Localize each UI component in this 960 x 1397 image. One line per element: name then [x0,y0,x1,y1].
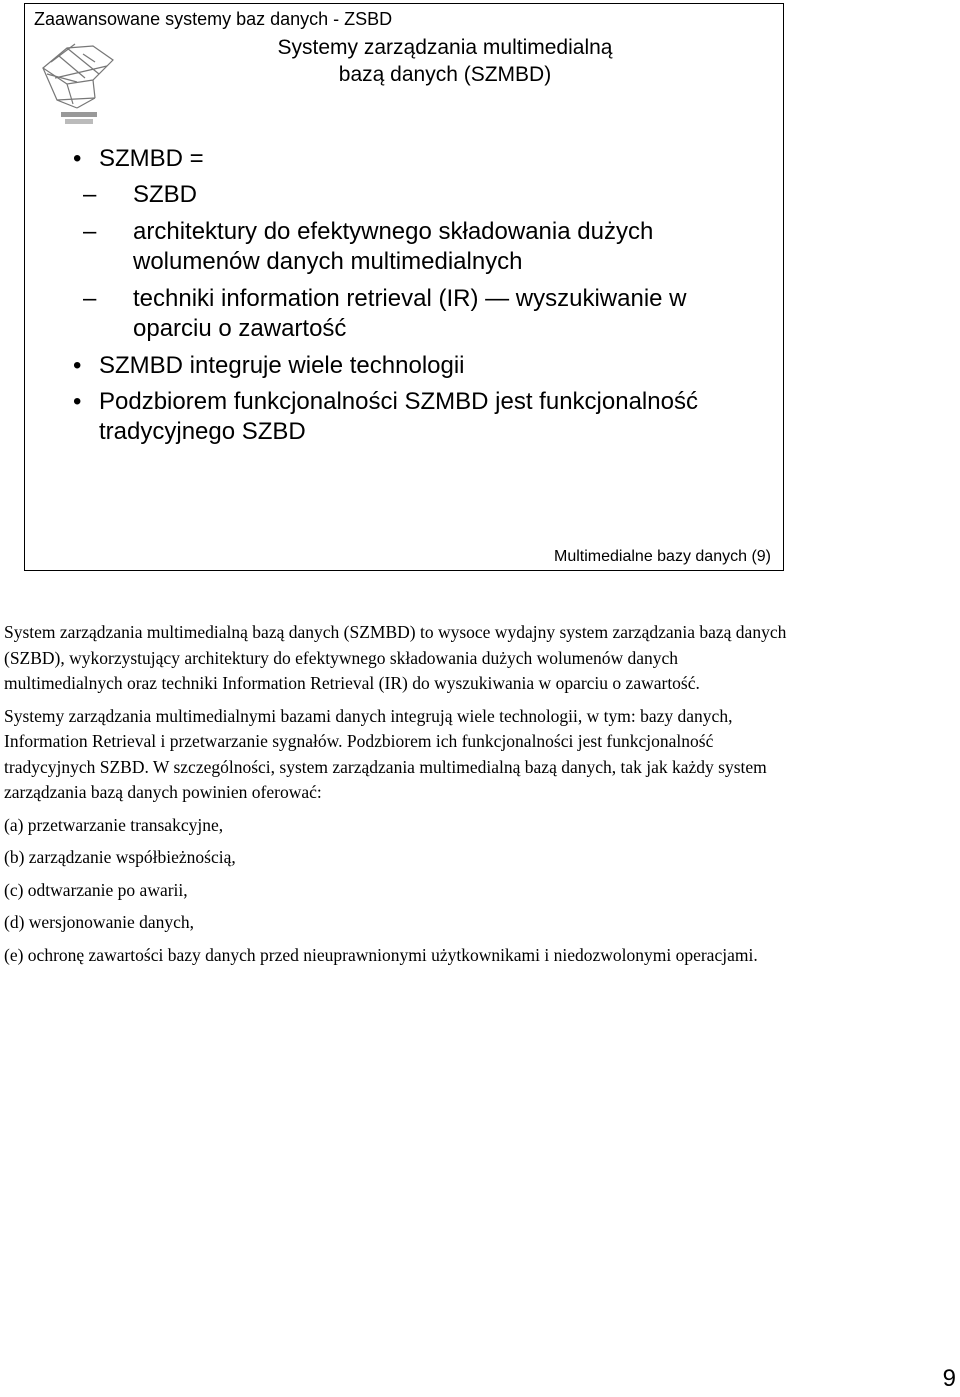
slide-footer: Multimedialne bazy danych (9) [554,548,771,565]
slide-title-line-1: Systemy zarządzania multimedialną [277,36,613,59]
bullet-item [71,351,771,381]
bullet-text: SZMBD integruje wiele technologii [99,352,465,379]
slide-bullet-list [71,144,771,453]
sub-bullet-item [71,217,771,277]
bullet-dot-icon: • [73,145,82,172]
notes-list-item: (a) przetwarzanie transakcyjne, [4,814,224,835]
sub-bullet-text: techniki information retrieval (IR) ― wyszukiwanie w oparciu o zawartość [133,285,687,342]
bullet-dot-icon: • [73,388,82,415]
notes-list-item: (e) ochronę zawartości bazy danych przed nieuprawnionymi użytkownikami i niedozwolonymi operacjami. [4,944,758,965]
bullet-dot-icon: • [73,352,82,379]
notes-paragraph-2: Systemy zarządzania multimedialnymi bazami danych integrują wiele technologii, w tym: bazy danych, Information Retrieval i przetwarzanie sygnałów. Podzbiorem ich funkcjonalności jest funkcjonalność tradycyjnych SZBD. W szczególności, system zarządzania multimedialną bazą danych, tak jak każdy system zarządzania bazą danych powinien oferować: [4,705,767,802]
sub-bullet-item [71,284,771,344]
bullet-item [71,387,771,447]
slide-title-line-2: bazą danych (SZMBD) [338,63,552,86]
slide-header: Zaawansowane systemy baz danych - ZSBD [34,9,393,29]
dash-icon: – [83,218,97,245]
notes-section [4,620,794,975]
sub-bullet-item [71,180,771,210]
bullet-text: SZMBD = [99,145,204,172]
slide-title [225,34,665,88]
bullet-text: Podzbiorem funkcjonalności SZMBD jest funkcjonalność tradycyjnego SZBD [99,388,698,445]
dash-icon: – [83,181,97,208]
sub-bullet-text: SZBD [133,181,198,208]
dash-icon: – [83,285,97,312]
sub-bullet-text: architektury do efektywnego składowania dużych wolumenów danych multimedialnych [133,218,654,275]
notes-list-item: (d) wersjonowanie danych, [4,912,195,932]
notes-list-item: (b) zarządzanie współbieżnością, [4,847,236,867]
notes-list-item: (c) odtwarzanie po awarii, [4,879,188,900]
university-logo-icon [37,38,119,128]
bullet-item [71,144,771,174]
slide-frame [24,3,784,571]
notes-paragraph-1: System zarządzania multimedialną bazą danych (SZMBD) to wysoce wydajny system zarządzania bazą danych (SZBD), wykorzystujący architektury do efektywnego składowania dużych wolumenów danych multimedialnych oraz techniki Information Retrieval (IR) do wyszukiwania w oparciu o zawartość. [4,622,787,693]
page-number: 9 [942,1365,956,1392]
